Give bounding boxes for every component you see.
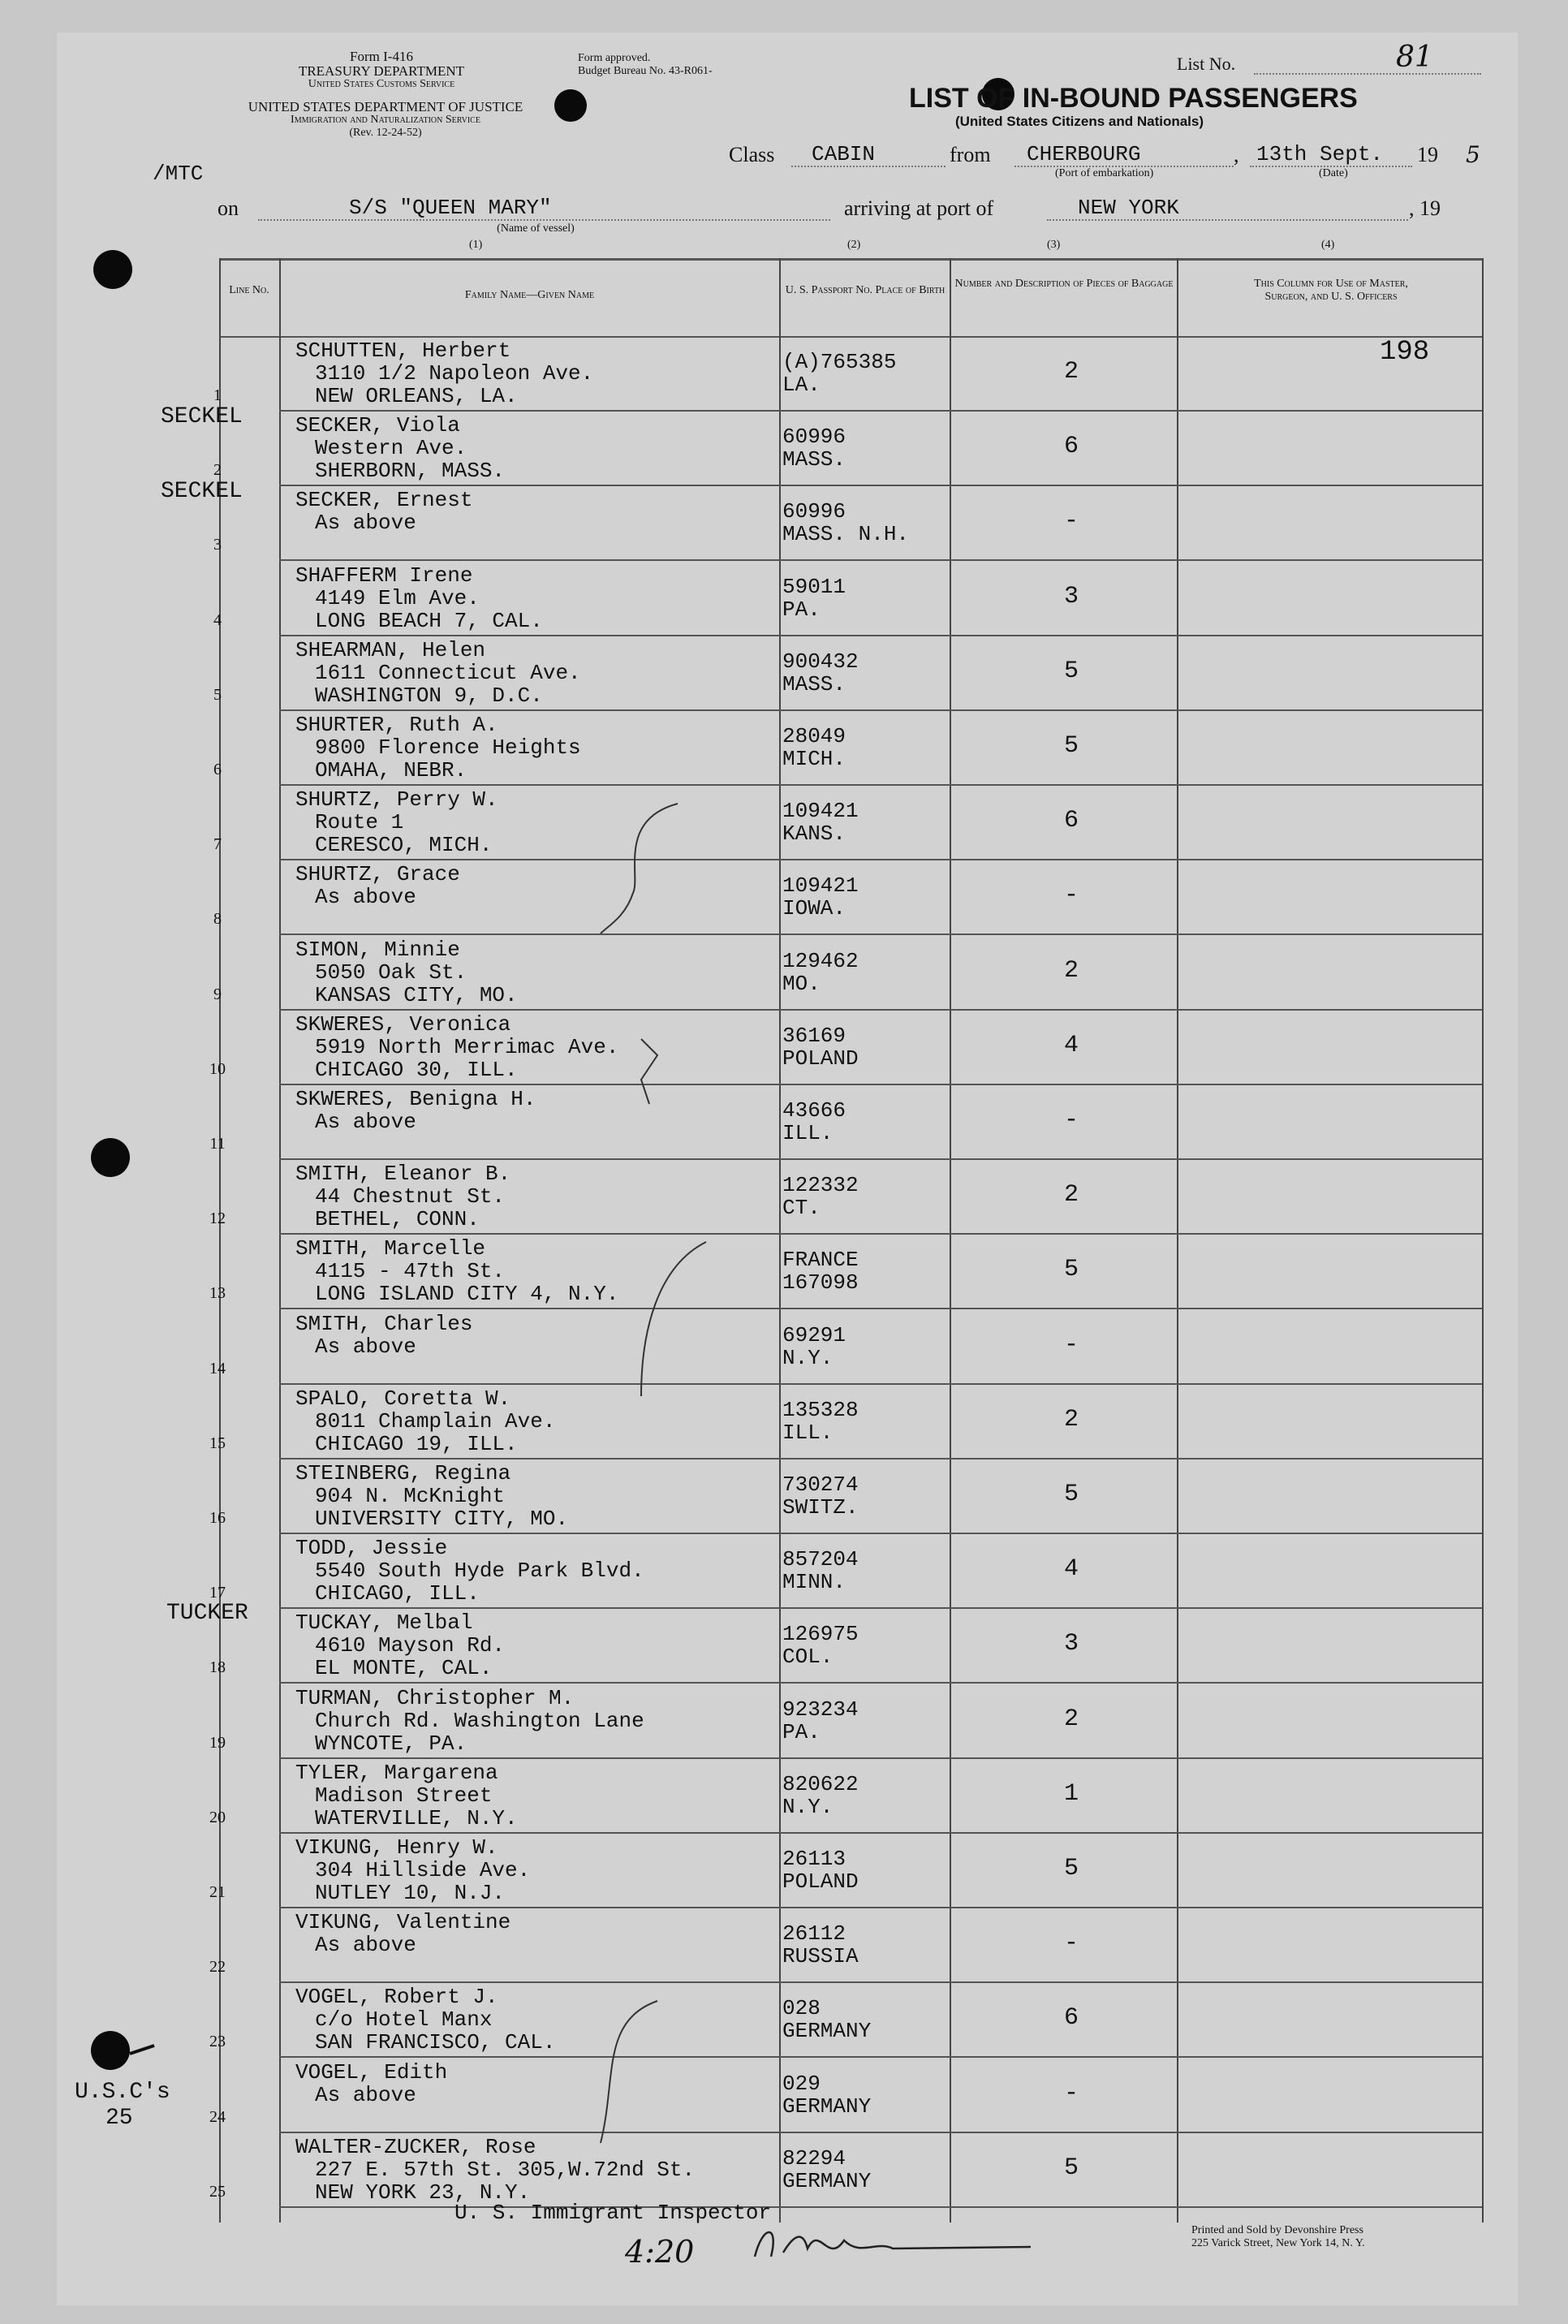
line-number: 13 xyxy=(209,1284,226,1303)
address-line-1: 4610 Mayson Rd. xyxy=(315,1633,506,1658)
passport-number: 857204 xyxy=(782,1547,859,1572)
line-number: 10 xyxy=(209,1059,226,1078)
baggage-count: 6 xyxy=(1063,807,1079,835)
address-line-1: Western Ave. xyxy=(315,436,467,461)
place-of-birth: SWITZ. xyxy=(782,1495,859,1520)
baggage-count: 2 xyxy=(1063,956,1079,985)
passport-number: 36169 xyxy=(782,1023,846,1048)
address-line-1: Route 1 xyxy=(315,810,404,835)
line-number: 21 xyxy=(209,1883,226,1901)
passport-number: 122332 xyxy=(782,1173,859,1198)
col4-num: (4) xyxy=(1321,239,1335,251)
address-line-1: 5050 Oak St. xyxy=(315,959,467,985)
mtc-note: /MTC xyxy=(153,162,204,186)
address-line-2: LONG ISLAND CITY 4, N.Y. xyxy=(315,1282,619,1307)
passport-number: 730274 xyxy=(782,1472,859,1497)
margin-seckel-2: SECKEL xyxy=(161,479,243,504)
address-line-1: Madison Street xyxy=(315,1783,493,1808)
place-of-birth: N.Y. xyxy=(782,1794,834,1819)
form-approved: Form approved. xyxy=(578,52,651,64)
form-number: Form I-416 xyxy=(350,49,413,64)
margin-uscs-count: 25 xyxy=(106,2106,133,2131)
place-of-birth: LA. xyxy=(782,373,821,397)
line-number: 18 xyxy=(209,1658,226,1677)
vessel-note: (Name of vessel) xyxy=(497,222,575,235)
from-value: CHERBOURG xyxy=(1027,142,1141,166)
passport-number: 43666 xyxy=(782,1098,846,1123)
address-line-2: WYNCOTE, PA. xyxy=(315,1731,467,1756)
line-number: 25 xyxy=(209,2182,226,2201)
passenger-name: VIKUNG, Valentine xyxy=(295,1910,511,1935)
passport-number: 28049 xyxy=(782,724,846,748)
address-line-1: 3110 1/2 Napoleon Ave. xyxy=(315,361,594,386)
passport-number: 69291 xyxy=(782,1322,846,1347)
inspector-signature-icon xyxy=(747,2216,1039,2273)
passport-number: 26113 xyxy=(782,1847,846,1871)
passport-number: 029 xyxy=(782,2071,821,2096)
baggage-count: 1 xyxy=(1063,1779,1079,1808)
address-line-1: 904 N. McKnight xyxy=(315,1484,506,1508)
place-of-birth: ILL. xyxy=(782,1121,834,1145)
arriving-value: NEW YORK xyxy=(1078,196,1179,220)
date-value: 13th Sept. xyxy=(1256,142,1384,166)
address-line-1: As above xyxy=(315,1110,416,1134)
passport-number: 135328 xyxy=(782,1397,859,1422)
line-number: 11 xyxy=(209,1135,226,1153)
col-header-name: Family Name—Given Name xyxy=(464,289,595,301)
line-number: 17 xyxy=(209,1584,226,1602)
line-number: 20 xyxy=(209,1808,226,1826)
address-line-2: SHERBORN, MASS. xyxy=(315,459,506,484)
address-line-1: As above xyxy=(315,511,416,536)
budget-bureau: Budget Bureau No. 43-R061- xyxy=(578,65,713,77)
place-of-birth: GERMANY xyxy=(782,2093,872,2119)
address-line-1: 1611 Connecticut Ave. xyxy=(315,660,581,685)
address-line-1: 4149 Elm Ave. xyxy=(315,585,480,610)
col2-num: (2) xyxy=(847,239,861,251)
address-line-2: SAN FRANCISCO, CAL. xyxy=(315,2030,556,2055)
passenger-name: SKWERES, Benigna H. xyxy=(295,1087,536,1111)
address-line-2: OMAHA, NEBR. xyxy=(315,758,467,783)
from-label: from xyxy=(950,143,991,166)
col-header-passport: U. S. Passport No. Place of Birth xyxy=(785,284,946,296)
passenger-name: TODD, Jessie xyxy=(295,1536,448,1561)
revision: (Rev. 12-24-52) xyxy=(349,127,422,139)
address-line-1: 304 Hillside Ave. xyxy=(315,1858,531,1882)
place-of-birth: 167098 xyxy=(782,1270,859,1296)
inspector-time: 4:20 xyxy=(625,2234,695,2270)
list-no-label: List No. xyxy=(1177,54,1236,74)
passenger-name: SMITH, Marcelle xyxy=(295,1236,486,1261)
address-line-2: CHICAGO 19, ILL. xyxy=(315,1431,518,1456)
class-label: Class xyxy=(729,143,775,166)
address-line-2: UNIVERSITY CITY, MO. xyxy=(315,1507,569,1531)
passport-number: 820622 xyxy=(782,1771,859,1796)
line-number: 8 xyxy=(213,910,222,929)
address-line-2: BETHEL, CONN. xyxy=(315,1207,480,1232)
passport-number: 923234 xyxy=(782,1697,859,1722)
place-of-birth: KANS. xyxy=(782,821,846,847)
line-number: 2 xyxy=(213,461,222,480)
line-number: 7 xyxy=(213,835,222,854)
port-embark-note: (Port of embarkation) xyxy=(1055,167,1154,179)
baggage-count: 4 xyxy=(1063,1555,1079,1584)
baggage-count: 6 xyxy=(1063,2004,1079,2033)
baggage-count: - xyxy=(1063,1929,1079,1958)
form-title: LIST OF IN-BOUND PASSENGERS xyxy=(909,83,1358,114)
margin-tucker: TUCKER xyxy=(166,1601,248,1626)
passenger-name: SIMON, Minnie xyxy=(295,937,460,962)
address-line-2: WATERVILLE, N.Y. xyxy=(315,1805,518,1830)
passport-number: (A)765385 xyxy=(782,350,897,374)
place-of-birth: IOWA. xyxy=(782,896,846,921)
address-line-2: LONG BEACH 7, CAL. xyxy=(315,608,543,633)
passport-number: 82294 xyxy=(782,2145,846,2171)
baggage-count: 3 xyxy=(1063,1630,1079,1658)
line-number: 24 xyxy=(209,2107,226,2126)
passenger-name: STEINBERG, Regina xyxy=(295,1461,511,1485)
address-line-1: 227 E. 57th St. 305,W.72nd St. xyxy=(315,2157,696,2182)
passport-number: FRANCE xyxy=(782,1248,859,1273)
year-prefix: 19 xyxy=(1417,143,1438,166)
passenger-name: VOGEL, Robert J. xyxy=(295,1985,498,2010)
col-header-officers: This Column for Use of Master, Surgeon, and U. S. Officers xyxy=(1254,278,1408,303)
baggage-count: 5 xyxy=(1063,2154,1079,2182)
address-line-1: 5919 North Merrimac Ave. xyxy=(315,1034,619,1059)
baggage-count: 5 xyxy=(1063,657,1079,685)
address-line-2: CHICAGO, ILL. xyxy=(315,1581,480,1606)
baggage-count: - xyxy=(1063,507,1079,536)
place-of-birth: GERMANY xyxy=(782,2019,872,2044)
baggage-count: 6 xyxy=(1063,433,1079,461)
baggage-count: - xyxy=(1063,1330,1079,1359)
col1-num: (1) xyxy=(469,239,483,251)
passport-number: 109421 xyxy=(782,799,859,824)
place-of-birth: MASS. xyxy=(782,671,846,696)
passenger-name: SHEARMAN, Helen xyxy=(295,637,486,662)
place-of-birth: COL. xyxy=(782,1645,834,1670)
passenger-name: SHURTZ, Perry W. xyxy=(295,787,498,813)
treasury-dept: TREASURY DEPARTMENT xyxy=(298,63,465,79)
passenger-name: SHURTER, Ruth A. xyxy=(295,713,498,737)
passenger-name: SMITH, Charles xyxy=(295,1311,473,1336)
passport-number: 59011 xyxy=(782,574,846,599)
passenger-name: SECKER, Ernest xyxy=(295,488,473,513)
baggage-count: 2 xyxy=(1063,1405,1079,1434)
place-of-birth: POLAND xyxy=(782,1869,859,1894)
passenger-name: SKWERES, Veronica xyxy=(295,1011,511,1037)
form-subtitle: (United States Citizens and Nationals) xyxy=(954,114,1204,129)
address-line-2: NEW ORLEANS, LA. xyxy=(315,384,518,408)
printer-line-1: Printed and Sold by Devonshire Press xyxy=(1191,2224,1363,2236)
address-line-2: WASHINGTON 9, D.C. xyxy=(315,683,543,708)
passport-number: 60996 xyxy=(782,425,846,450)
year-suffix: 5 xyxy=(1466,141,1480,168)
margin-seckel-1: SECKEL xyxy=(161,404,243,429)
arriving-label: arriving at port of xyxy=(844,196,994,220)
address-line-2: CHICAGO 30, ILL. xyxy=(315,1057,518,1082)
line-number: 16 xyxy=(209,1509,226,1527)
address-line-1: As above xyxy=(315,2082,416,2107)
address-line-2: CERESCO, MICH. xyxy=(315,833,493,858)
on-label: on xyxy=(218,196,239,220)
line-number: 1 xyxy=(213,386,222,404)
passenger-name: SMITH, Eleanor B. xyxy=(295,1162,511,1187)
place-of-birth: MASS. xyxy=(782,447,846,472)
address-line-1: c/o Hotel Manx xyxy=(315,2007,493,2033)
passenger-name: SECKER, Viola xyxy=(295,413,460,438)
address-line-1: As above xyxy=(315,1933,416,1958)
line-number: 3 xyxy=(213,536,222,554)
place-of-birth: RUSSIA xyxy=(782,1944,859,1969)
address-line-2: EL MONTE, CAL. xyxy=(315,1656,493,1681)
passenger-name: SHAFFERM Irene xyxy=(295,563,473,588)
address-line-1: 4115 - 47th St. xyxy=(315,1259,506,1284)
passenger-name: TYLER, Margarena xyxy=(295,1760,498,1785)
passenger-name: SCHUTTEN, Herbert xyxy=(295,338,511,363)
col-header-baggage: Number and Description of Pieces of Baggage xyxy=(954,278,1174,290)
line-number: 9 xyxy=(213,985,222,1003)
passenger-name: VIKUNG, Henry W. xyxy=(295,1835,498,1860)
line-number: 23 xyxy=(209,2033,226,2051)
place-of-birth: PA. xyxy=(782,597,821,622)
baggage-count: 5 xyxy=(1063,1855,1079,1882)
passenger-name: SPALO, Coretta W. xyxy=(295,1386,511,1411)
date-note: (Date) xyxy=(1319,167,1348,179)
margin-uscs: U.S.C's xyxy=(75,2080,170,2105)
customs-service: United States Customs Service xyxy=(308,78,455,90)
line-number: 22 xyxy=(209,1958,226,1977)
passport-number: 028 xyxy=(782,1996,821,2021)
class-value: CABIN xyxy=(812,142,876,166)
line-number: 6 xyxy=(213,761,222,778)
printer-line-2: 225 Varick Street, New York 14, N. Y. xyxy=(1191,2237,1365,2249)
line-number: 15 xyxy=(209,1434,226,1452)
line-number: 5 xyxy=(213,685,222,704)
place-of-birth: MINN. xyxy=(782,1570,846,1595)
baggage-count: 4 xyxy=(1063,1031,1079,1059)
officer-note: 198 xyxy=(1380,337,1430,368)
place-of-birth: POLAND xyxy=(782,1046,859,1071)
line-number: 12 xyxy=(209,1209,226,1228)
address-line-1: 8011 Champlain Ave. xyxy=(315,1408,556,1434)
passport-number: 109421 xyxy=(782,873,859,899)
baggage-count: - xyxy=(1063,882,1079,910)
place-of-birth: CT. xyxy=(782,1196,821,1221)
line-number: 4 xyxy=(213,610,222,629)
vessel-value: S/S "QUEEN MARY" xyxy=(349,196,552,220)
address-line-2: KANSAS CITY, MO. xyxy=(315,982,518,1007)
passenger-name: TUCKAY, Melbal xyxy=(295,1610,473,1636)
address-line-1: 44 Chestnut St. xyxy=(315,1184,506,1209)
address-line-2: NEW YORK 23, N.Y. xyxy=(315,2180,531,2205)
place-of-birth: N.Y. xyxy=(782,1345,834,1370)
passport-number: 60996 xyxy=(782,499,846,524)
line-number: 14 xyxy=(209,1359,226,1378)
baggage-count: 5 xyxy=(1063,1256,1079,1284)
address-line-1: As above xyxy=(315,1334,416,1359)
passport-number: 26112 xyxy=(782,1921,846,1947)
baggage-count: - xyxy=(1063,1106,1079,1134)
address-line-1: 5540 South Hyde Park Blvd. xyxy=(315,1559,644,1584)
place-of-birth: ILL. xyxy=(782,1420,834,1445)
address-line-1: 9800 Florence Heights xyxy=(315,735,581,760)
inspector-label: U. S. Immigrant Inspector xyxy=(454,2201,772,2225)
place-of-birth: PA. xyxy=(782,1719,821,1744)
baggage-count: 2 xyxy=(1063,358,1079,386)
passenger-name: TURMAN, Christopher M. xyxy=(295,1685,575,1710)
passenger-name: WALTER-ZUCKER, Rose xyxy=(295,2134,536,2159)
col-header-line-no: Line No. xyxy=(229,284,269,296)
list-no-value: 81 xyxy=(1396,41,1433,74)
dept-justice: UNITED STATES DEPARTMENT OF JUSTICE xyxy=(248,99,523,114)
baggage-count: 2 xyxy=(1063,1705,1079,1733)
place-of-birth: MICH. xyxy=(782,747,846,771)
ins-service: Immigration and Naturalization Service xyxy=(291,114,480,126)
document-page: Form I-416 TREASURY DEPARTMENT United States Customs Service Form approved. Budget Bureau No. 43-R061- UNITED STATES DEPARTMENT OF JUSTICE Immigration and Naturalization Service (Rev. 12-24-52) List No. 81 LIST OF IN-BOUND PASSENGERS (United States Citizens and Nationals) Class CABIN from CHERBOURG (Port of embarkation) , 13th Sept. (Date) 19 5 /MTC on S/S "QUEEN MARY" (Name of vessel) arriving at port of NEW YORK , 19 (1) (2) (3) (4) Line No. Family Name—Given Name U. S. Passport No. Place of Birth Number and Description of Pieces of Baggage This Column for Use of Master, Surgeon, and U. S. Officers 198 1 SCHUTTEN, Herbert 3110 1/2 Napoleon Ave. NEW ORLEANS, LA. (A)765385 LA. 2 2 SECKER, Viola Western Ave. SHERBORN, MASS. 60996 MASS. 6 3 SECKER, Ernest As above 60996 MASS. N.H. - 4 SHAFFERM Irene 4149 Elm Ave. LONG BEACH 7, CAL. 59011 PA. 3 5 SHEARMAN, Helen 1611 Connecticut Ave. WASHINGTON 9, D.C. 900432 MASS. 5 6 SHURTER, Ruth A. 9800 Florence Heights OMAHA, NEBR. 28049 MICH. 5 7 SHURTZ, Perry W. Route 1 CERESCO, MICH. 109421 KANS. 6 8 SHURTZ, Grace As above 109421 IOWA. - 9 SIMON, Minnie 5050 Oak St. KANSAS CITY, MO. 129462 MO. 2 10 SKWERES, Veronica 5919 North Merrimac Ave. CHICAGO 30, ILL. 36169 POLAND 4 11 SKWERES, Benigna H. As above 43666 ILL. - 12 SMITH, Eleanor B. 44 Chestnut St. BETHEL, CONN. 122332 CT. 2 13 SMITH, Marcelle 4115 - 47th St. LONG ISLAND CITY 4, N.Y. FRANCE 167098 5 14 SMITH, Charles As above 69291 N.Y. - 15 SPALO, Coretta W. 8011 Champlain Ave. CHICAGO 19, ILL. 135328 ILL. 2 16 STEINBERG, Regina 904 N. McKnight UNIVERSITY CITY, MO. 730274 SWITZ. 5 17 TODD, Jessie 5540 South Hyde Park Blvd. CHICAGO, ILL. 857204 MINN. 4 18 TUCKAY, Melbal 4610 Mayson Rd. EL MONTE, CAL. 126975 COL. 3 19 TURMAN, Christopher M. Church Rd. Washington Lane WYNCOTE, PA. 923234 PA. 2 20 TYLER, Margarena Madison Street WATERVILLE, N.Y. 820622 N.Y. 1 21 VIKUNG, Henry W. 304 Hillside Ave. NUTLEY 10, N.J. 26113 POLAND 5 22 VIKUNG, Valentine As above 26112 RUSSIA - 23 VOGEL, Robert J. c/o Hotel Manx SAN FRANCISCO, CAL. 028 GERMANY 6 24 VOGEL, Edith As above 029 GERMANY - 25 WALTER-ZUCKER, Rose 227 E. 57th St. 305,W.72nd St. NEW YORK 23, N.Y. 82294 GERMANY 5 SECKEL SECKEL TUCKER U.S.C's 25 U. S. Immigrant Inspector 4:20 Printed and Sold by Devonshire Press 225 Varick Street, New York 14, N. Y. xyxy=(0,0,1568,2324)
col3-num: (3) xyxy=(1047,239,1061,251)
address-line-1: As above xyxy=(315,885,416,910)
place-of-birth: MO. xyxy=(782,971,821,996)
address-line-1: Church Rd. Washington Lane xyxy=(315,1708,644,1733)
line-number: 19 xyxy=(209,1733,226,1752)
passport-number: 126975 xyxy=(782,1622,859,1647)
place-of-birth: MASS. N.H. xyxy=(782,522,910,547)
passenger-name: SHURTZ, Grace xyxy=(295,862,460,887)
baggage-count: 5 xyxy=(1063,732,1079,760)
baggage-count: 2 xyxy=(1063,1181,1079,1209)
place-of-birth: GERMANY xyxy=(782,2168,872,2193)
passport-number: 129462 xyxy=(782,948,859,973)
baggage-count: 3 xyxy=(1063,582,1079,610)
passenger-name: VOGEL, Edith xyxy=(295,2059,448,2085)
baggage-count: - xyxy=(1063,2079,1079,2107)
passport-number: 900432 xyxy=(782,649,859,674)
baggage-count: 5 xyxy=(1063,1481,1079,1508)
address-line-2: NUTLEY 10, N.J. xyxy=(315,1881,506,1905)
year2: , 19 xyxy=(1409,196,1441,220)
